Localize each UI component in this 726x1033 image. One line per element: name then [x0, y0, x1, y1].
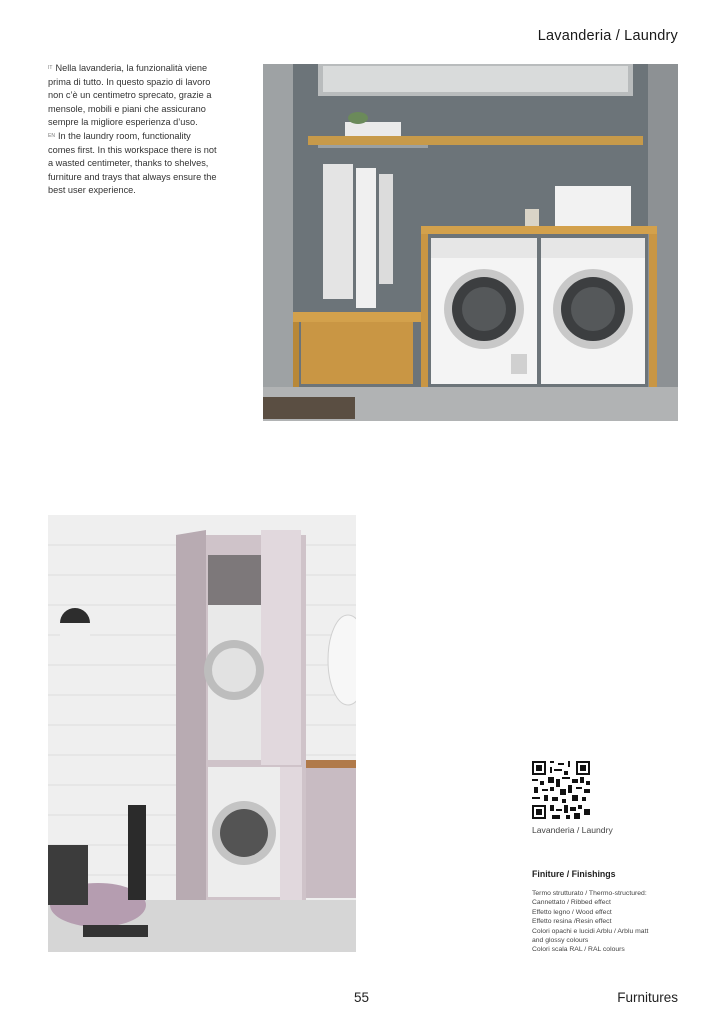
finishings-item: Effetto legno / Wood effect	[532, 908, 612, 916]
finishings-item: Effetto resina /Resin effect	[532, 918, 612, 926]
cabinet-washer-photo	[48, 515, 356, 952]
intro-english	[48, 130, 218, 198]
finishings-item: Colori opachi e lucidi Arblu / Arblu matt	[532, 927, 649, 935]
finishings-list	[532, 889, 692, 955]
intro-italian	[48, 62, 218, 130]
finishings-item: Cannettato / Ribbed effect	[532, 899, 611, 907]
qr-caption: Lavanderia / Laundry	[532, 825, 613, 835]
qr-code[interactable]	[532, 761, 590, 819]
laundry-room-photo	[263, 64, 678, 421]
page-header-title: Lavanderia / Laundry	[537, 28, 678, 44]
finishings-item: Termo strutturato / Thermo-structured:	[532, 890, 647, 897]
finishings-title: Finiture / Finishings	[532, 869, 616, 879]
intro-text	[48, 62, 218, 198]
finishings-item: and glossy colours	[532, 937, 589, 945]
page-number: 55	[354, 990, 370, 1005]
lang-marker-en: EN	[48, 132, 55, 139]
intro-english-text: In the laundry room, functionality comes first. In this workspace there is not a wasted centimeter, thanks to shelves, furniture and trays that always ensure the best user experience.	[48, 130, 217, 196]
intro-italian-text: Nella lavanderia, la funzionalità viene prima di tutto. In questo spazio di lavoro non c’è un centimetro sprecato, grazie a mensole, mobili e piani che assicurano sempre la migliore esperienza d’uso.	[48, 63, 212, 128]
lang-marker-it: IT	[48, 65, 53, 71]
section-title: Furnitures	[617, 990, 678, 1005]
finishings-item: Colori scala RAL / RAL colours	[532, 946, 625, 954]
